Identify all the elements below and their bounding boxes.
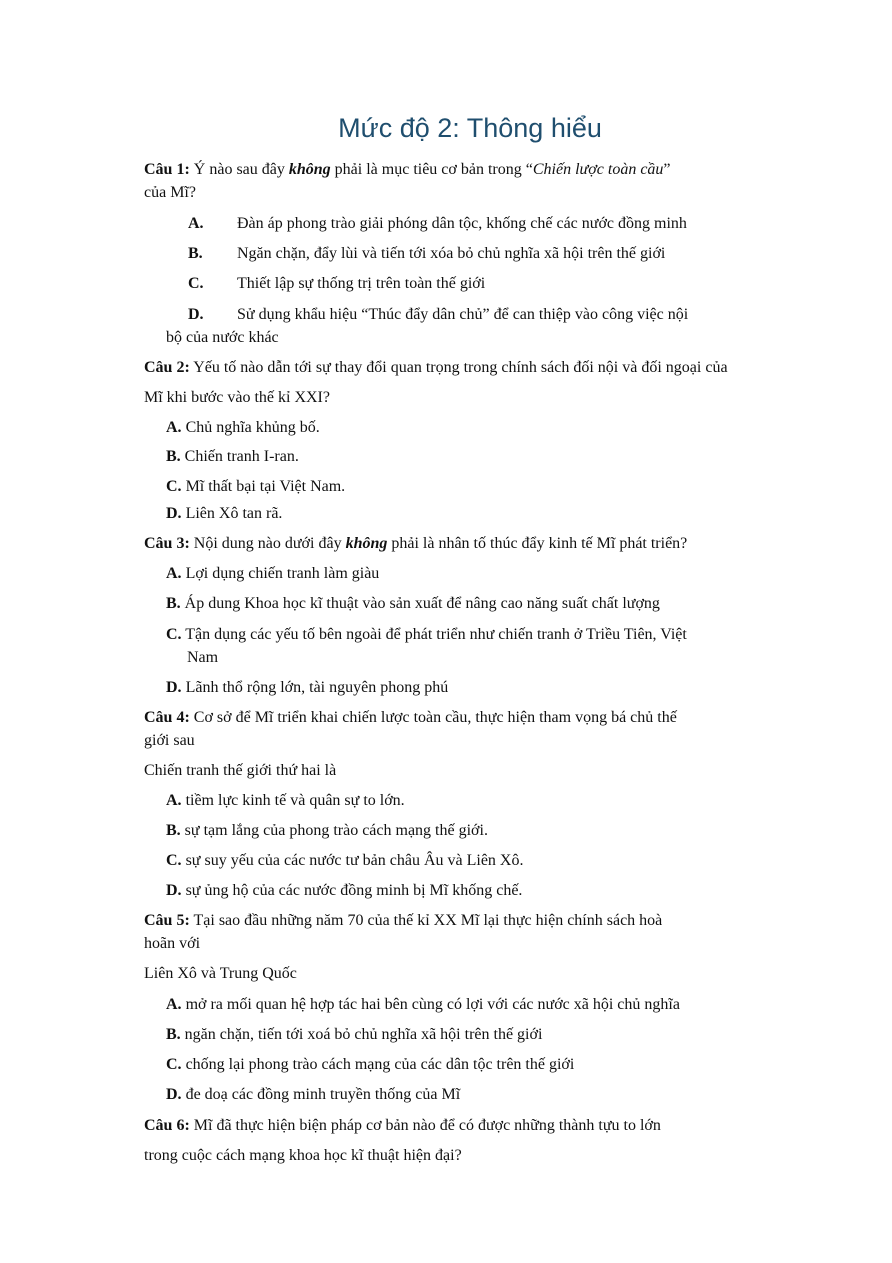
question-5-stem-cont: Liên Xô và Trung Quốc (144, 965, 297, 982)
question-6-stem: Câu 6: Mĩ đã thực hiện biện pháp cơ bản nào để có được những thành tựu to lớn (144, 1117, 661, 1134)
question-2-stem: Câu 2: Yếu tố nào dẫn tới sự thay đổi quan trọng trong chính sách đối nội và đối ngoại của (144, 359, 728, 376)
answer-option: B. ngăn chặn, tiến tới xoá bỏ chủ nghĩa xã hội trên thế giới (166, 1026, 543, 1043)
question-4-stem: Câu 4: Cơ sở để Mĩ triển khai chiến lược toàn cầu, thực hiện tham vọng bá chủ thế (144, 709, 677, 726)
answer-option: B. Ngăn chặn, đẩy lùi và tiến tới xóa bỏ chủ nghĩa xã hội trên thế giới (188, 245, 666, 262)
answer-option: B. sự tạm lắng của phong trào cách mạng thế giới. (166, 822, 488, 839)
answer-option: A. Lợi dụng chiến tranh làm giàu (166, 565, 380, 582)
answer-option: D. Liên Xô tan rã. (166, 505, 283, 522)
question-1-stem-cont: của Mĩ? (144, 184, 196, 201)
question-number: Câu 6: (144, 1117, 190, 1134)
emphasis-word: không (288, 161, 331, 178)
question-number: Câu 2: (144, 359, 190, 376)
answer-option: A. Chủ nghĩa khủng bố. (166, 419, 320, 436)
answer-option: C. chống lại phong trào cách mạng của các dân tộc trên thế giới (166, 1056, 575, 1073)
answer-option-cont: Nam (187, 649, 219, 666)
answer-option: D. đe doạ các đồng minh truyền thống của Mĩ (166, 1086, 461, 1103)
answer-option: C. sự suy yếu của các nước tư bản châu Âu và Liên Xô. (166, 852, 524, 869)
question-number: Câu 3: (144, 535, 190, 552)
question-number: Câu 4: (144, 709, 190, 726)
answer-option: D. Lãnh thổ rộng lớn, tài nguyên phong phú (166, 679, 449, 696)
answer-option: A. tiềm lực kinh tế và quân sự to lớn. (166, 792, 405, 809)
question-4-stem-cont: giới sau (144, 732, 195, 749)
question-2-stem-cont: Mĩ khi bước vào thế kỉ XXI? (144, 389, 330, 406)
answer-option: B. Áp dung Khoa học kĩ thuật vào sản xuất để nâng cao năng suất chất lượng (166, 595, 660, 612)
question-number: Câu 5: (144, 912, 190, 929)
answer-option: A. Đàn áp phong trào giải phóng dân tộc, khống chế các nước đồng minh (188, 215, 687, 232)
question-5-stem: Câu 5: Tại sao đầu những năm 70 của thế kỉ XX Mĩ lại thực hiện chính sách hoà (144, 912, 663, 929)
answer-option: C. Thiết lập sự thống trị trên toàn thế giới (188, 275, 486, 292)
answer-option: A. mở ra mối quan hệ hợp tác hai bên cùng có lợi với các nước xã hội chủ nghĩa (166, 996, 680, 1013)
question-number: Câu 1: (144, 161, 190, 178)
question-1-stem: Câu 1: Ý nào sau đây không phải là mục tiêu cơ bản trong “Chiến lược toàn cầu” (144, 161, 671, 178)
question-3-stem: Câu 3: Nội dung nào dưới đây không phải là nhân tố thúc đẩy kinh tế Mĩ phát triển? (144, 535, 688, 552)
answer-option-cont: bộ của nước khác (166, 329, 279, 346)
answer-option: B. Chiến tranh I-ran. (166, 448, 299, 465)
answer-option: D. sự ủng hộ của các nước đồng minh bị Mĩ khống chế. (166, 882, 523, 899)
question-6-stem-cont: trong cuộc cách mạng khoa học kĩ thuật hiện đại? (144, 1147, 462, 1164)
question-5-stem-cont: hoãn với (144, 935, 201, 952)
answer-option: C. Tận dụng các yếu tố bên ngoài để phát triển như chiến tranh ở Triều Tiên, Việt (166, 626, 687, 643)
emphasis-word: không (345, 535, 388, 552)
emphasis-term: Chiến lược toàn cầu (532, 161, 664, 178)
answer-option: D. Sử dụng khẩu hiệu “Thúc đẩy dân chủ” để can thiệp vào công việc nội (188, 306, 689, 323)
answer-option: C. Mĩ thất bại tại Việt Nam. (166, 478, 346, 495)
page-title: Mức độ 2: Thông hiểu (338, 113, 602, 143)
question-4-stem-cont: Chiến tranh thế giới thứ hai là (144, 762, 337, 779)
